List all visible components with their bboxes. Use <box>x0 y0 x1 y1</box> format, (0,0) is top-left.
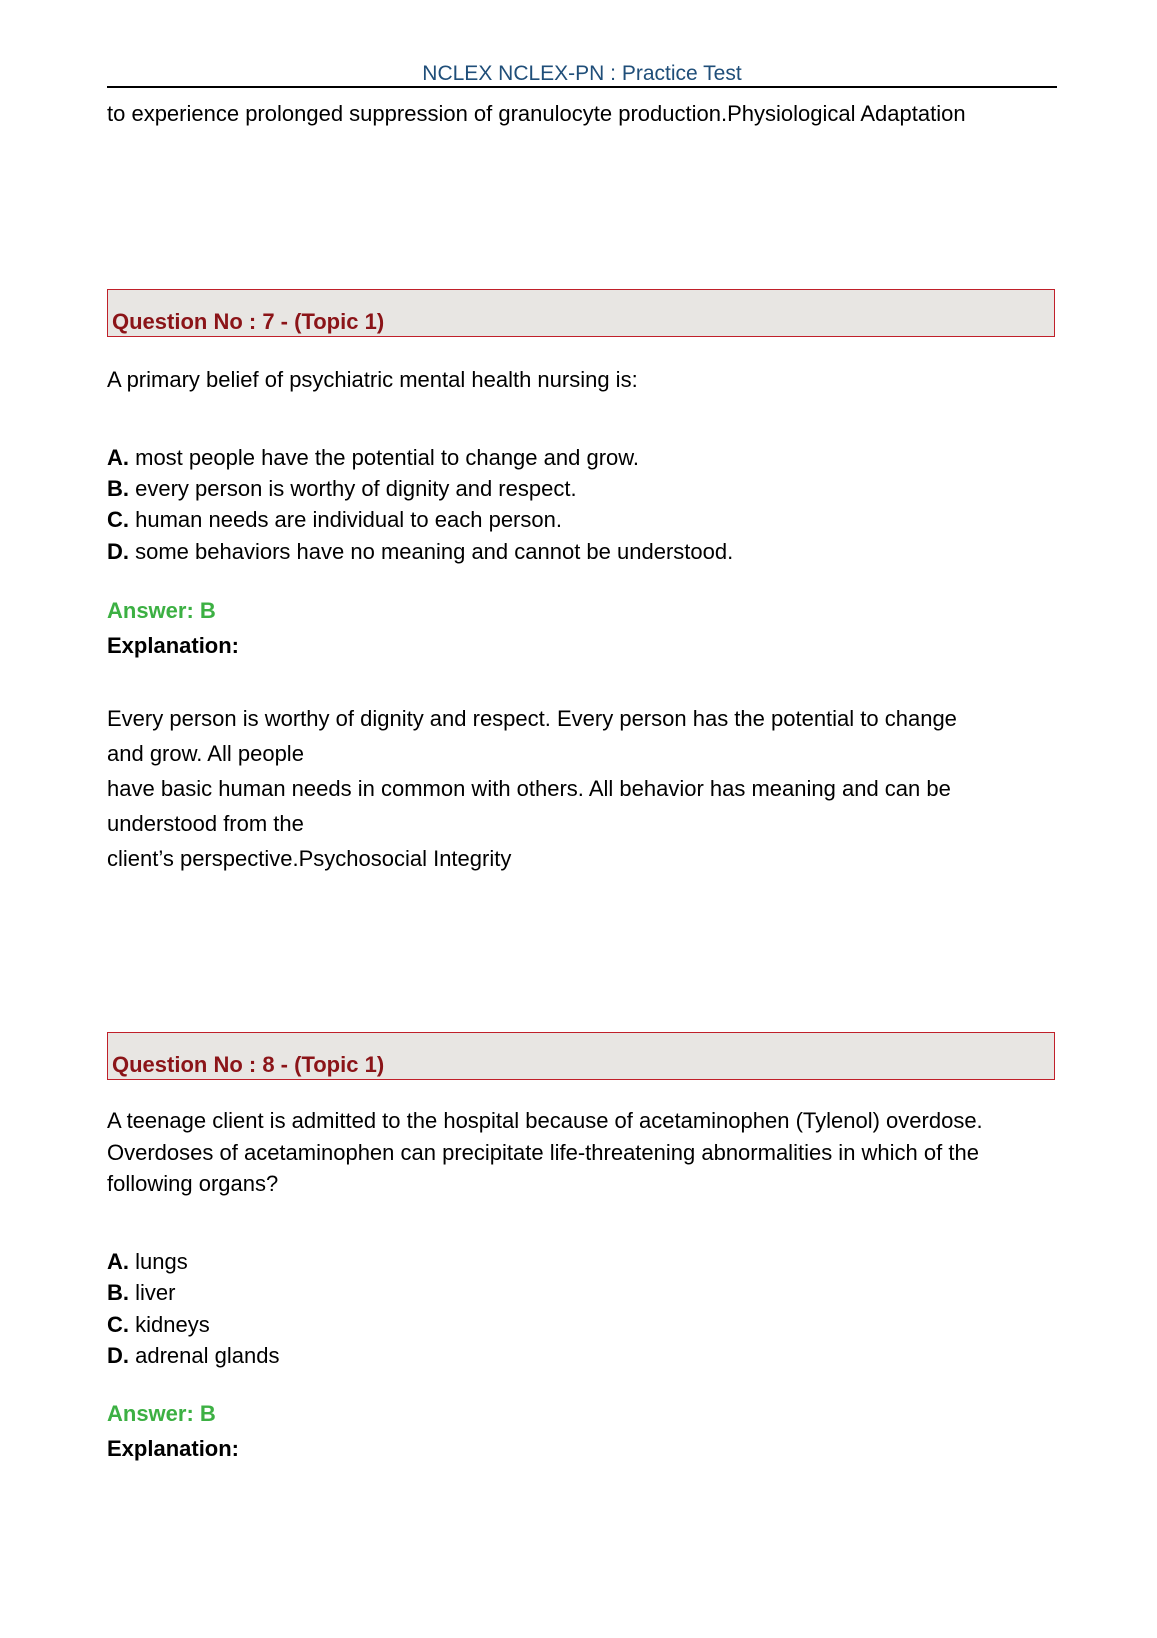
question-8-stem-line: following organs? <box>107 1171 279 1196</box>
option-letter: A. <box>107 445 129 470</box>
option-text: every person is worthy of dignity and respect. <box>135 476 577 501</box>
continuation-text: to experience prolonged suppression of granulocyte production.Physiological Adaptation <box>107 101 966 126</box>
question-7-header <box>107 289 1055 337</box>
option-letter: C. <box>107 507 129 532</box>
option-text: liver <box>135 1280 176 1305</box>
question-7-explanation-line: Every person is worthy of dignity and respect. Every person has the potential to change <box>107 706 957 731</box>
option-text: some behaviors have no meaning and cannot be understood. <box>135 539 734 564</box>
question-7-option-c <box>107 504 562 535</box>
option-letter: C. <box>107 1312 129 1337</box>
question-8-answer: Answer: B <box>107 1401 216 1426</box>
option-text: most people have the potential to change and grow. <box>135 445 640 470</box>
question-7-explanation-label: Explanation: <box>107 633 240 658</box>
question-7-explanation-line: and grow. All people <box>107 741 304 766</box>
question-8-option-c <box>107 1309 210 1340</box>
question-7-option-b <box>107 473 577 504</box>
question-8-option-a <box>107 1246 188 1277</box>
page-header-title: NCLEX NCLEX-PN : Practice Test <box>422 62 742 85</box>
question-8-header <box>107 1032 1055 1080</box>
option-letter: A. <box>107 1249 129 1274</box>
option-letter: D. <box>107 1343 129 1368</box>
question-7-answer: Answer: B <box>107 598 216 623</box>
header-divider <box>107 86 1057 88</box>
question-8-option-b <box>107 1277 175 1308</box>
option-text: lungs <box>135 1249 188 1274</box>
question-7-stem: A primary belief of psychiatric mental health nursing is: <box>107 367 638 392</box>
question-7-title: Question No : 7 - (Topic 1) <box>112 309 385 334</box>
option-letter: B. <box>107 476 129 501</box>
question-8-stem-line: A teenage client is admitted to the hospital because of acetaminophen (Tylenol) overdose. <box>107 1108 983 1133</box>
option-text: kidneys <box>135 1312 210 1337</box>
option-text: human needs are individual to each person. <box>135 507 562 532</box>
option-letter: D. <box>107 539 129 564</box>
question-7-explanation-line: have basic human needs in common with others. All behavior has meaning and can be <box>107 776 951 801</box>
option-letter: B. <box>107 1280 129 1305</box>
question-7-option-a <box>107 442 639 473</box>
question-7-explanation-line: understood from the <box>107 811 304 836</box>
question-8-title: Question No : 8 - (Topic 1) <box>112 1052 385 1077</box>
option-text: adrenal glands <box>135 1343 280 1368</box>
question-8-option-d <box>107 1340 279 1371</box>
question-7-explanation-line: client’s perspective.Psychosocial Integrity <box>107 846 512 871</box>
question-8-stem-line: Overdoses of acetaminophen can precipitate life-threatening abnormalities in which of the <box>107 1140 979 1165</box>
question-8-explanation-label: Explanation: <box>107 1436 240 1461</box>
question-7-option-d <box>107 536 733 567</box>
